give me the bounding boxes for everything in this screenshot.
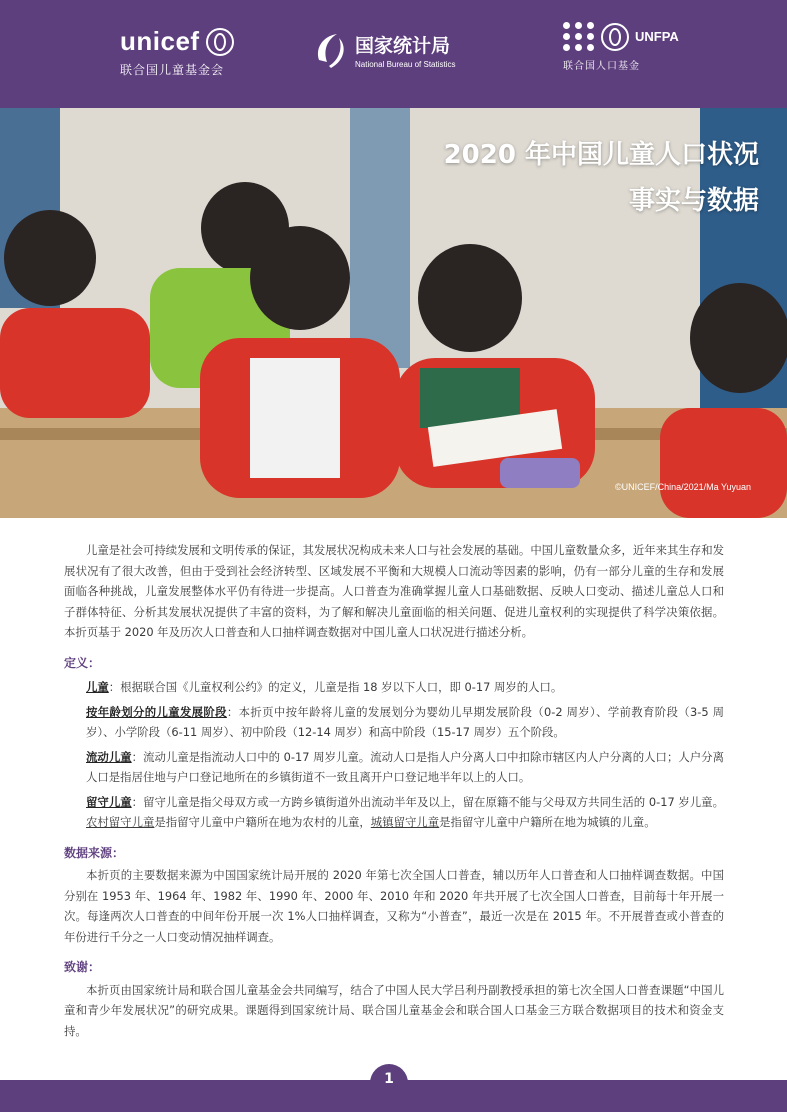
definition-text: ：流动儿童是指流动人口中的 0-17 周岁儿童。流动人口是指人户分离人口中扣除市辖区内人户分离的人口；人户分离人口是指居住地与户口登记地所在的乡镇街道不一致且离开户口登记地半年以上的人口。	[86, 749, 724, 784]
unicef-wordmark: unicef	[120, 26, 200, 56]
definition-left-behind-children	[86, 792, 724, 833]
unfpa-dots-icon	[563, 22, 595, 51]
definition-age-stages	[86, 702, 724, 743]
definition-term: 按年龄划分的儿童发展阶段	[86, 704, 227, 719]
unicef-subtitle: 联合国儿童基金会	[120, 63, 225, 77]
unfpa-logo	[563, 22, 679, 72]
unicef-logo	[120, 26, 234, 78]
unfpa-subtitle: 联合国人口基金	[563, 61, 640, 72]
title-line-2: 事实与数据	[628, 186, 759, 216]
nbs-logo	[313, 30, 456, 70]
definition-term: 儿童	[86, 680, 109, 694]
sources-heading: 数据来源：	[64, 845, 125, 860]
intro-paragraph: 儿童是社会可持续发展和文明传承的保证，其发展状况构成未来人口与社会发展的基础。中国儿童数量众多，近年来其生存和发展状况有了很大改善，但由于受到社会经济转型、区域发展不平衡和大规模人口流动等因素的影响，仍有一部分儿童的生存和发展面临各种挑战，儿童发展整体水平仍有待进一步提高。人口普查为准确掌握儿童人口基础数据、反映人口变动、描述儿童总人口和子群体特征、分析其发展状况提供了丰富的资料，为了解和解决儿童面临的相关问题、促进儿童权利的实现提供了科学决策依据。本折页基于 2020 年及历次人口普查和人口抽样调查数据对中国儿童人口状况进行描述分析。	[64, 543, 724, 639]
page-number: 1	[370, 1064, 408, 1094]
rural-text: 是指留守儿童中户籍所在地为农村的儿童，	[154, 815, 371, 829]
definition-migrant-children	[86, 747, 724, 788]
nbs-name-en: National Bureau of Statistics	[355, 60, 456, 69]
thanks-heading: 致谢：	[64, 960, 101, 974]
page-title	[444, 132, 759, 224]
unicef-globe-icon	[206, 28, 234, 56]
urban-term: 城镇留守儿童	[370, 815, 440, 829]
definition-term: 留守儿童	[86, 794, 132, 809]
unfpa-wordmark: UNFPA	[635, 29, 679, 44]
rural-term: 农村留守儿童	[86, 815, 155, 829]
title-line-1: 2020 年中国儿童人口状况	[443, 140, 759, 170]
nbs-name-cn: 国家统计局	[355, 35, 451, 57]
nbs-emblem-icon	[313, 30, 347, 70]
page-header	[0, 0, 787, 108]
photo-credit: ©UNICEF/China/2021/Ma Yuyuan	[614, 482, 751, 492]
definition-text: ：留守儿童是指父母双方或一方跨乡镇街道外出流动半年及以上，留在原籍不能与父母双方共同生活的 0-17 岁儿童。	[131, 794, 724, 809]
content-body	[64, 540, 724, 1041]
definition-term: 流动儿童	[86, 749, 132, 764]
definition-text: ：本折页中按年龄将儿童的发展划分为婴幼儿早期发展阶段（0-2 周岁）、学前教育阶段（3-5 周岁）、小学阶段（6-11 周岁）、初中阶段（12-14 周岁）和高中阶段（15-17 周岁）五个阶段。	[86, 704, 724, 739]
definition-child	[86, 677, 724, 698]
hero-photo	[0, 108, 787, 518]
definition-text: ：根据联合国《儿童权利公约》的定义，儿童是指 18 岁以下人口，即 0-17 周岁的人口。	[108, 680, 563, 694]
sources-paragraph: 本折页的主要数据来源为中国国家统计局开展的 2020 年第七次全国人口普查，辅以历年人口普查和人口抽样调查数据。中国分别在 1953 年、1964 年、1982 年、1990 年、2000 年、2010 年和 2020 年共开展了七次全国人口普查，目前每十年开展一次。每逢两次人口普查的中间年份开展一次 1%人口抽样调查，又称为“小普查”，最近一次是在 2015 年。不开展普查或小普查的年份进行千分之一人口变动情况抽样调查。	[64, 868, 724, 944]
definitions-heading: 定义：	[64, 655, 101, 670]
un-globe-icon	[601, 23, 629, 51]
thanks-paragraph: 本折页由国家统计局和联合国儿童基金会共同编写，结合了中国人民大学吕利丹副教授承担的第七次全国人口普查课题“中国儿童和青少年发展状况”的研究成果。课题得到国家统计局、联合国儿童基金会和联合国人口基金三方联合数据项目的技术和资金支持。	[64, 982, 724, 1038]
urban-text: 是指留守儿童中户籍所在地为城镇的儿童。	[439, 815, 656, 829]
